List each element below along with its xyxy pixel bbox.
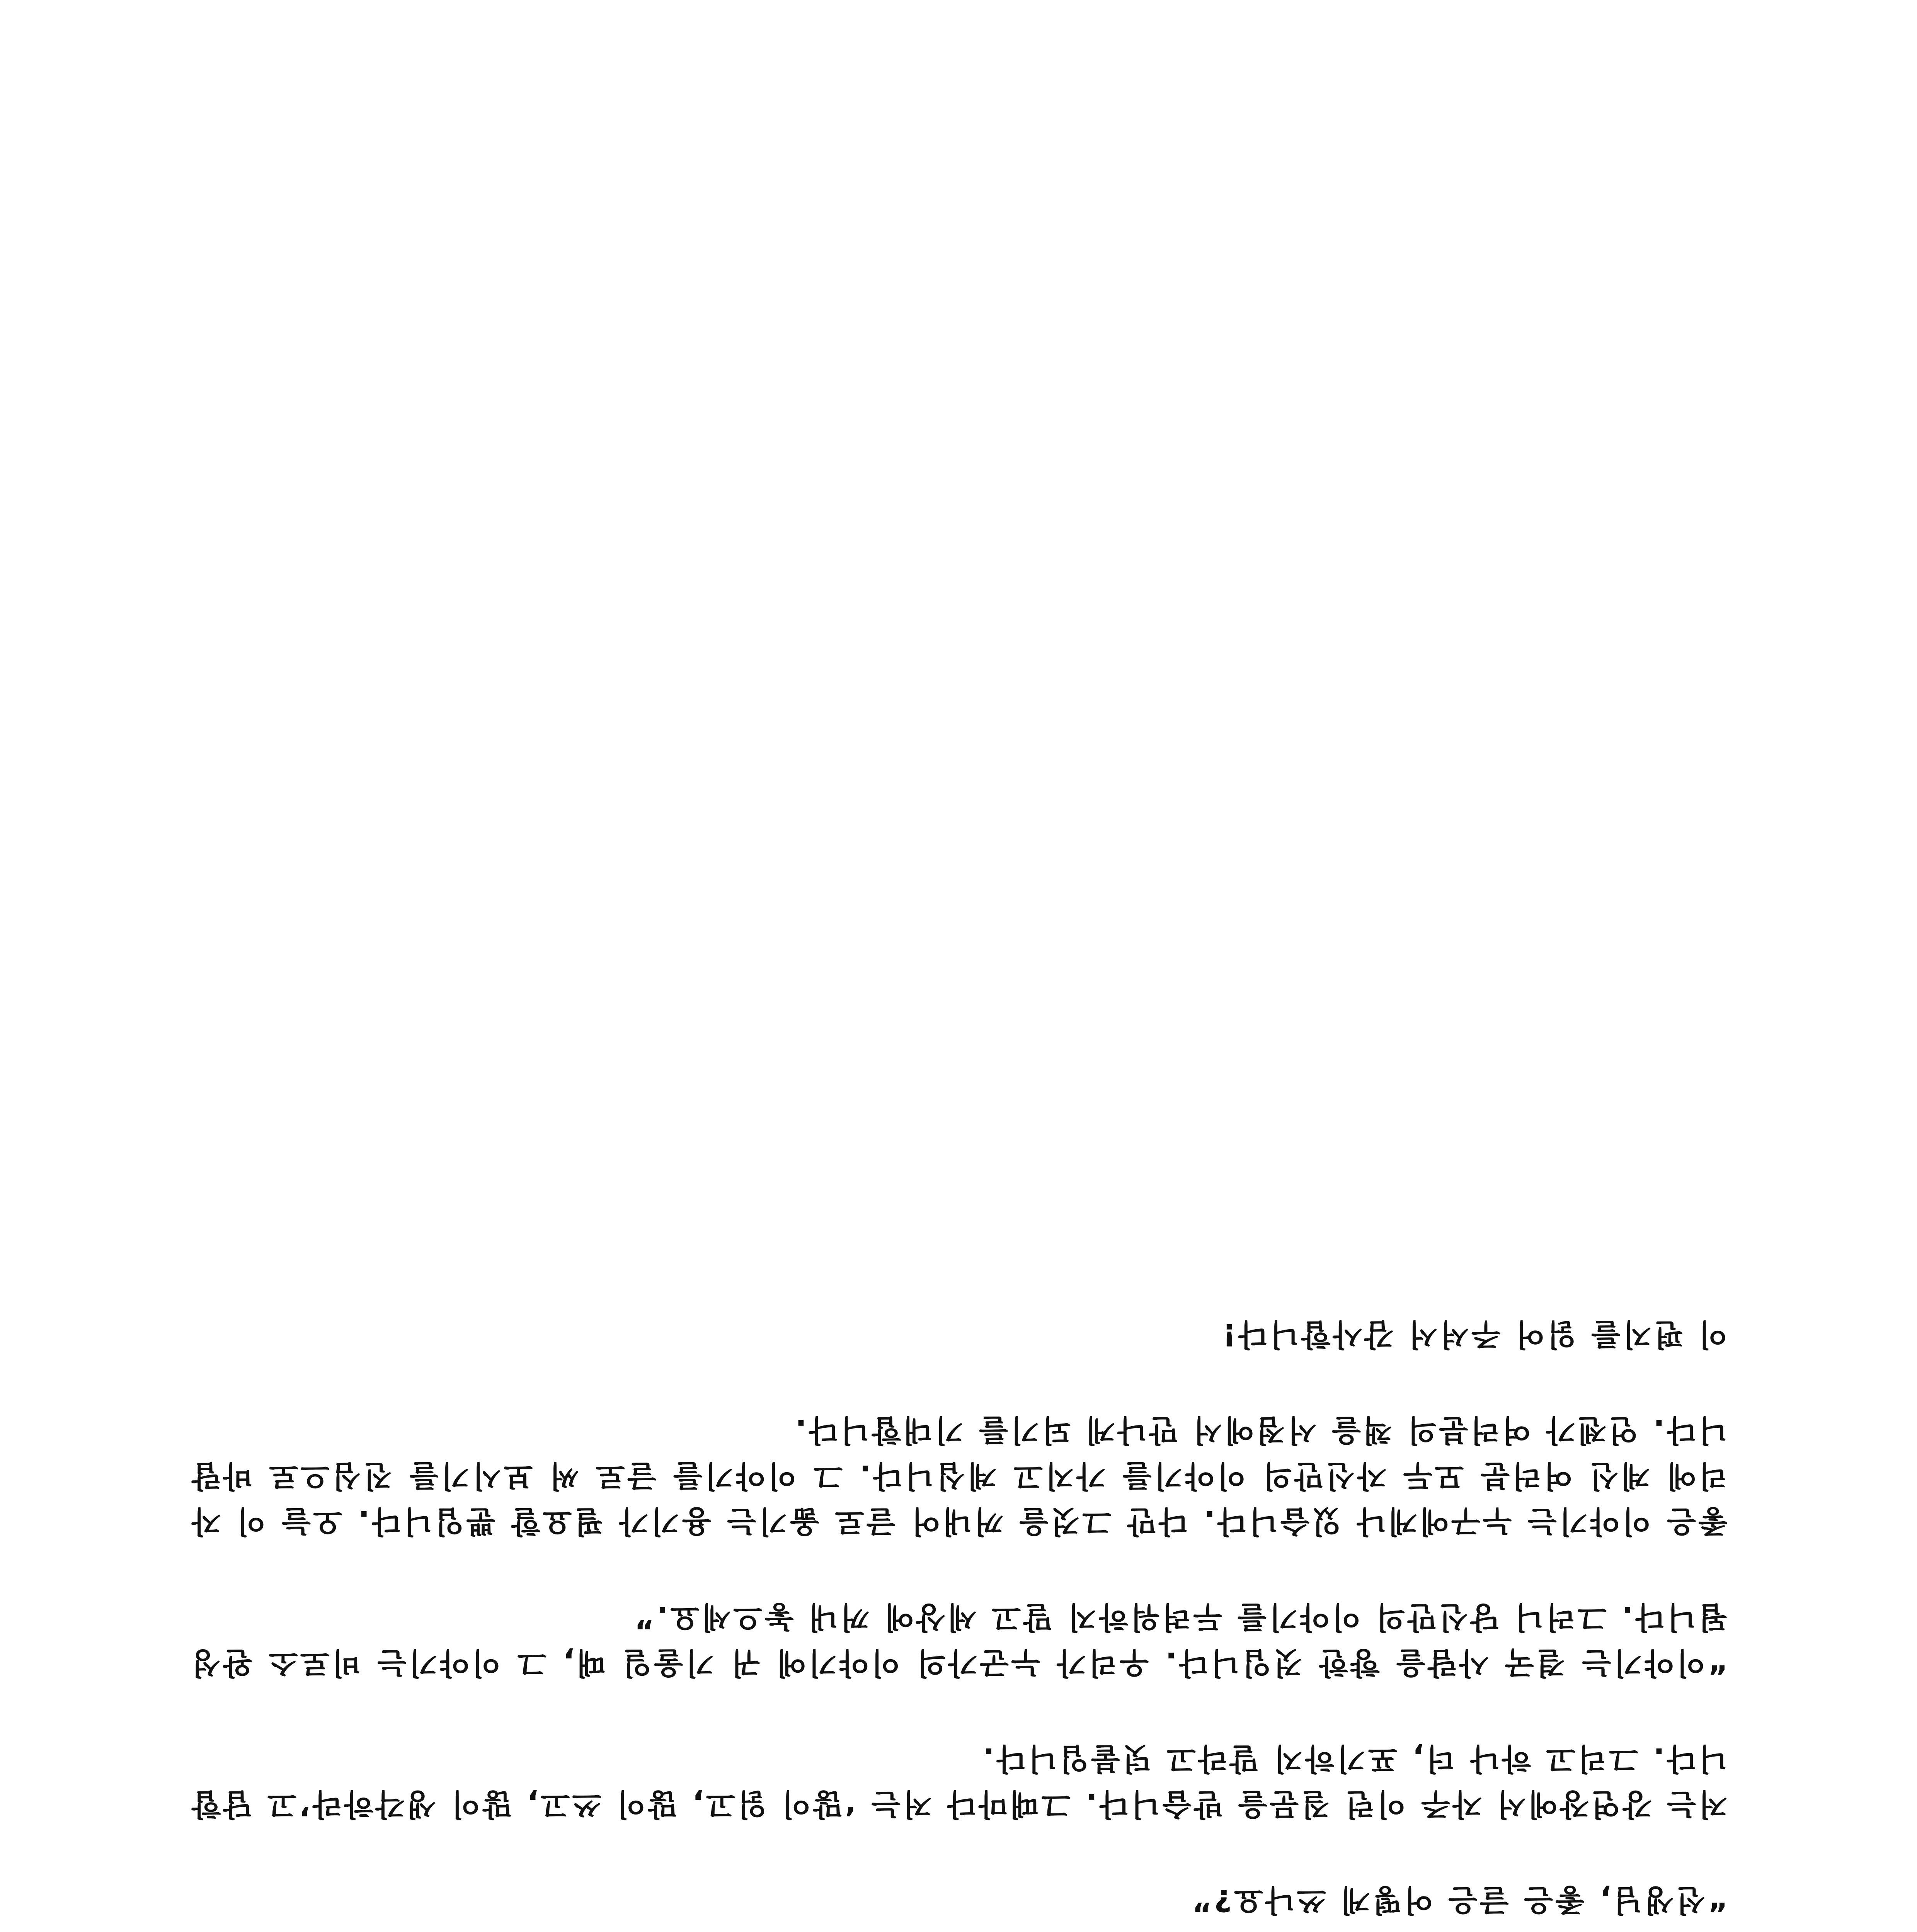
paragraph-4: 저는 강연장에서 자주 이런 질문을 받습니다. 그때마다 저는 ‘많이 읽고, 많이 쓰고, 많이 생각하라’고 답합니다. 그리고 하나 더, 포기하지 말라고 덧붙입니다. [189, 1741, 1728, 1821]
closing-line: 이 편지를 읽어 주셔서 감사합니다! [1220, 1317, 1728, 1352]
document-body [189, 1261, 1728, 1932]
paragraph-5: 좋은 이야기는 누구에게나 있습니다. 다만 그것을 꺼내어 글로 옮기는 용기가 필요할 뿐입니다. 오늘 이 자리에 계신 여러분 모두 자신만의 이야기를 가지고 계십니다. 그 이야기를 글로 써 보시기를 진심으로 바랍니다. 언젠가 여러분의 책을 서점에서 만나게 되기를 기대합니다. [189, 1413, 1728, 1539]
quote-question: “선생님, 좋은 글은 어떻게 쓰나요?” [1190, 1883, 1728, 1917]
quote-paragraph: “이야기는 결국 사람을 향한 것입니다. 우리가 누군가의 이야기에 귀 기울일 때, 그 이야기는 비로소 완성됩니다. 그러니 당신만의 이야기를 두려워하지 말고 세상에 꺼내 놓으세요.” [189, 1600, 1728, 1680]
